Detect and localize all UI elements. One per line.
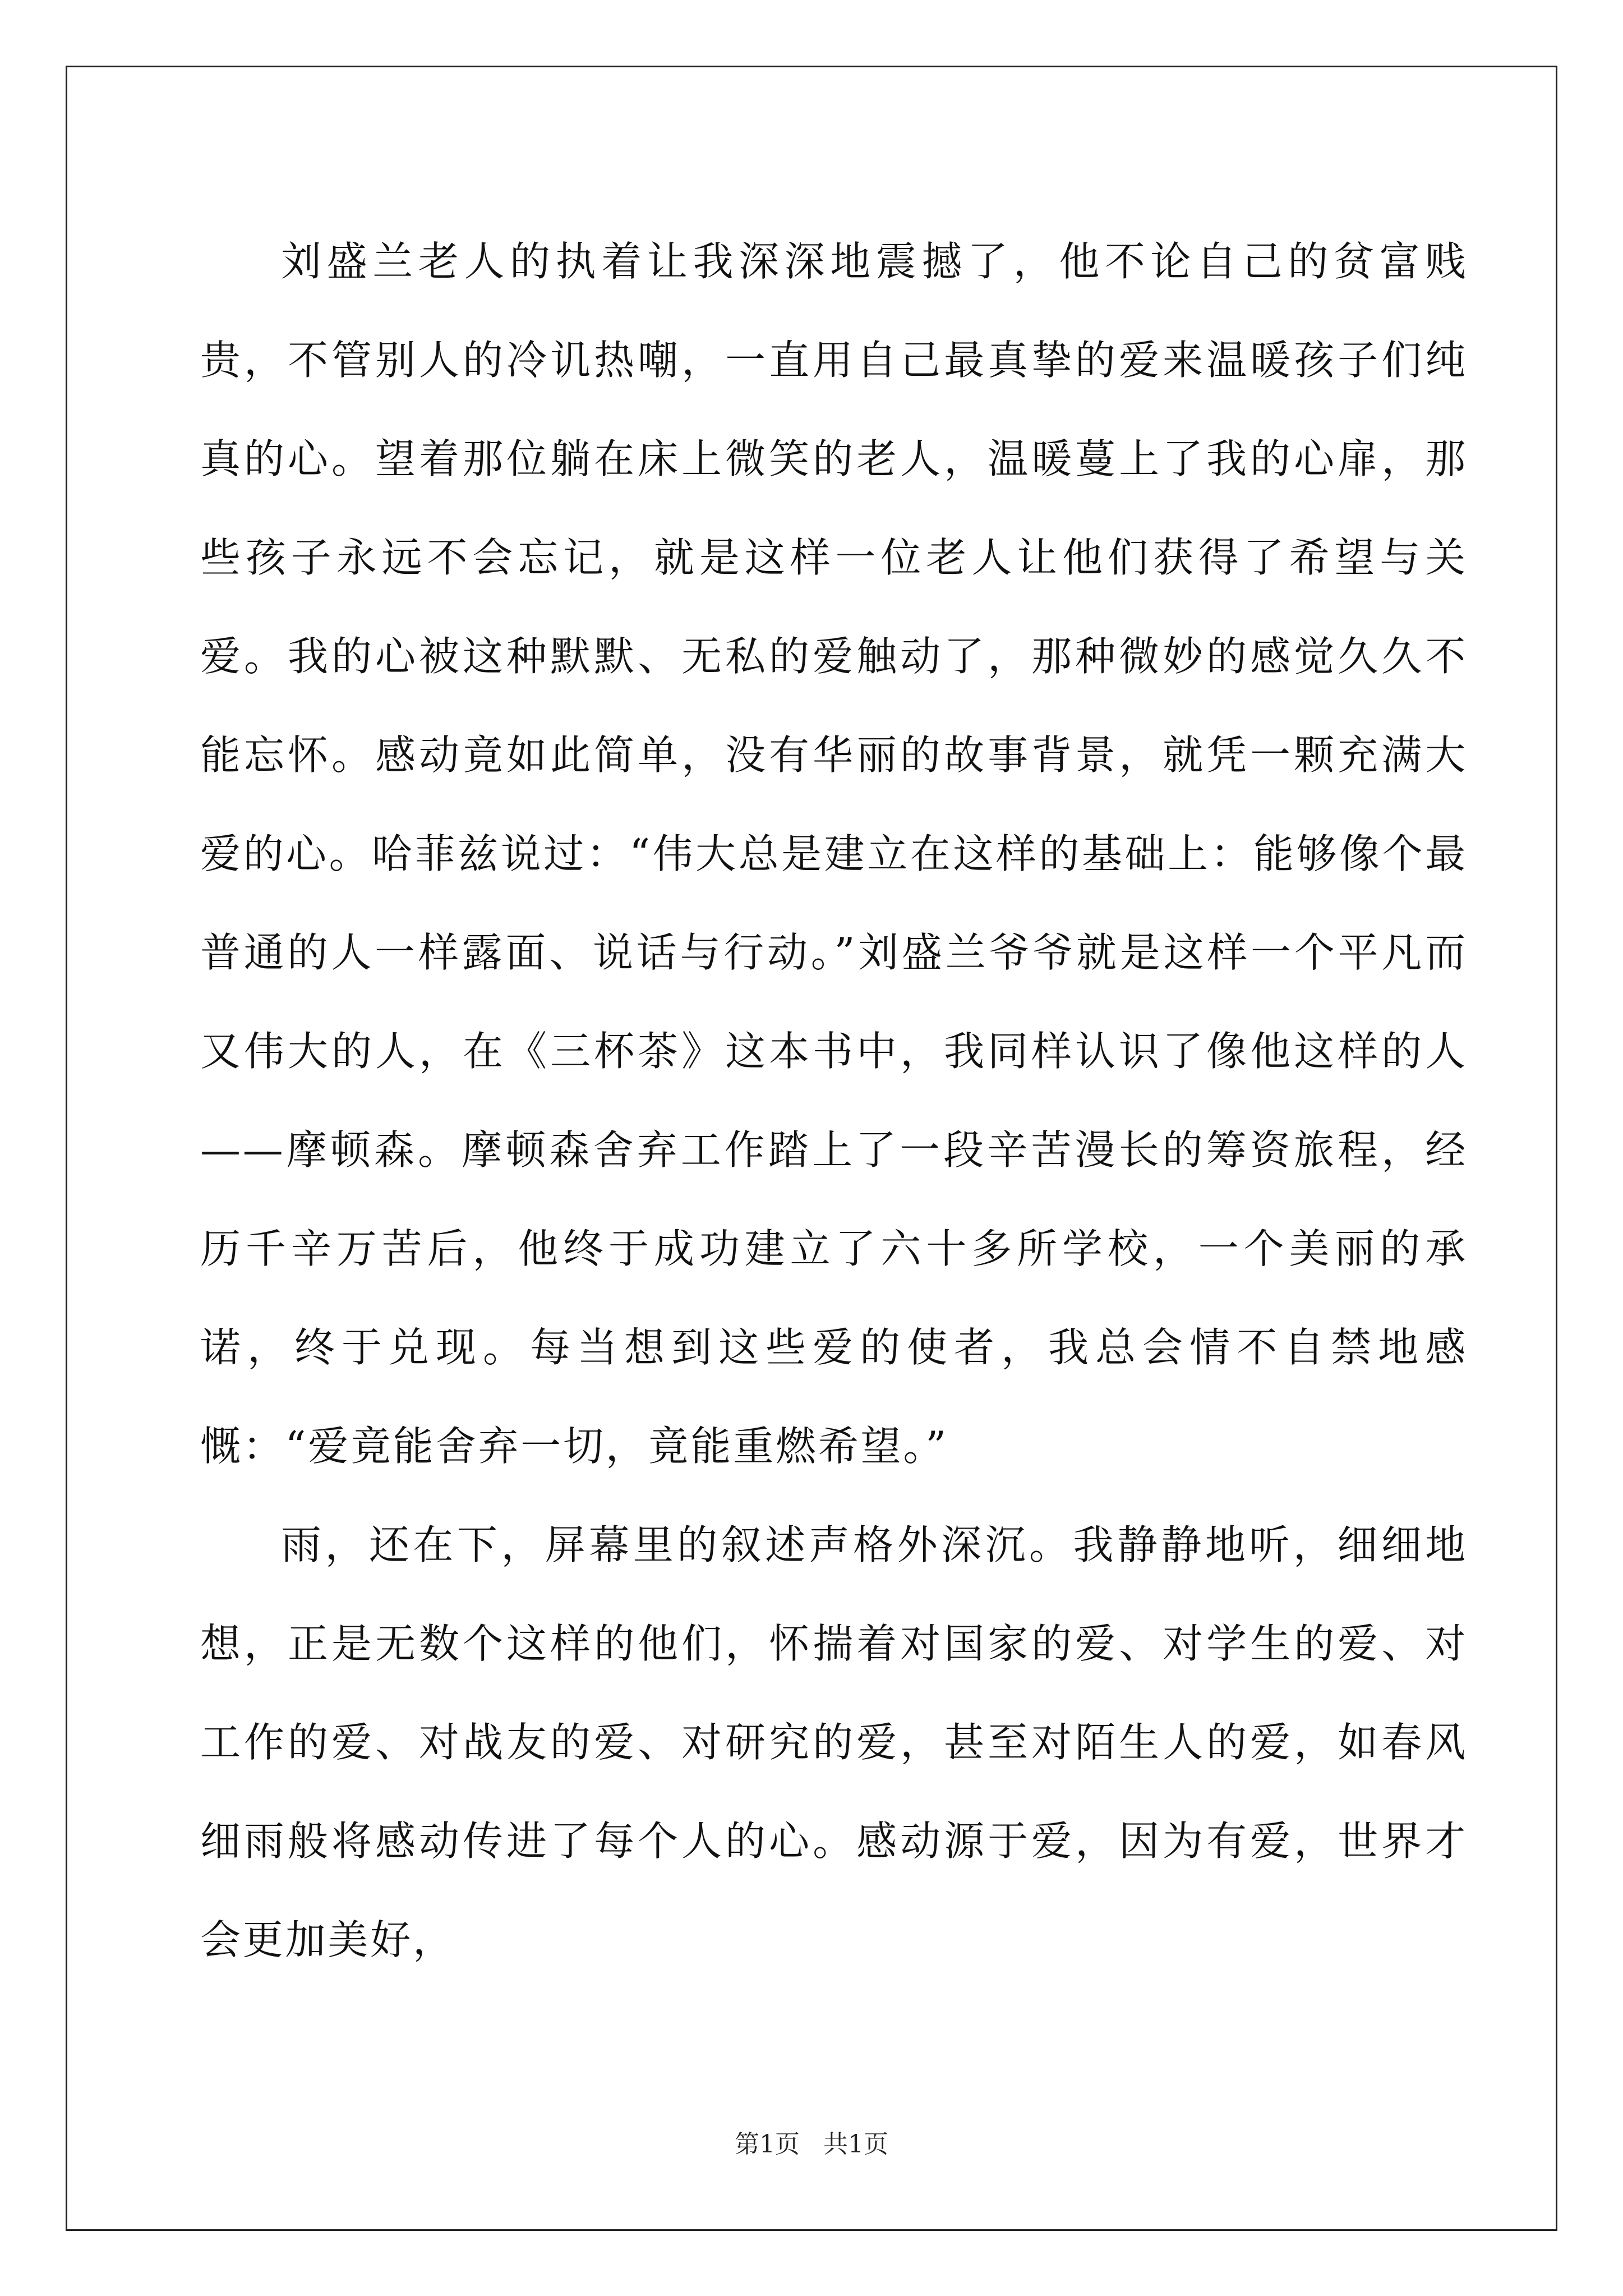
page-number-footer: 第1页 共1页 — [735, 2130, 888, 2159]
document-body — [200, 212, 1468, 1989]
paragraph-1: 刘盛兰老人的执着让我深深地震撼了，他不论自己的贫富贱贵，不管别人的冷讥热嘲，一直用自己最真挚的爱来温暖孩子们纯真的心。望着那位躺在床上微笑的老人，温暖蔓上了我的心扉，那些孩子永远不会忘记，就是这样一位老人让他们获得了希望与关爱。我的心被这种默默、无私的爱触动了，那种微妙的感觉久久不能忘怀。感动竟如此简单，没有华丽的故事背景，就凭一颗充满大爱的心。哈菲兹说过：“伟大总是建立在这样的基础上：能够像个最普通的人一样露面、说话与行动。”刘盛兰爷爷就是这样一个平凡而又伟大的人，在《三杯茶》这本书中，我同样认识了像他这样的人——摩顿森。摩顿森舍弃工作踏上了一段辛苦漫长的筹资旅程，经历千辛万苦后，他终于成功建立了六十多所学校，一个美丽的承诺，终于兑现。每当想到这些爱的使者，我总会情不自禁地感慨：“爱竟能舍弃一切，竟能重燃希望。” — [200, 238, 1468, 1470]
paragraph-2: 雨，还在下，屏幕里的叙述声格外深沉。我静静地听，细细地想，正是无数个这样的他们，怀揣着对国家的爱、对学生的爱、对工作的爱、对战友的爱、对研究的爱，甚至对陌生人的爱，如春风细雨般将感动传进了每个人的心。感动源于爱，因为有爱，世界才会更加美好， — [200, 1521, 1468, 1963]
